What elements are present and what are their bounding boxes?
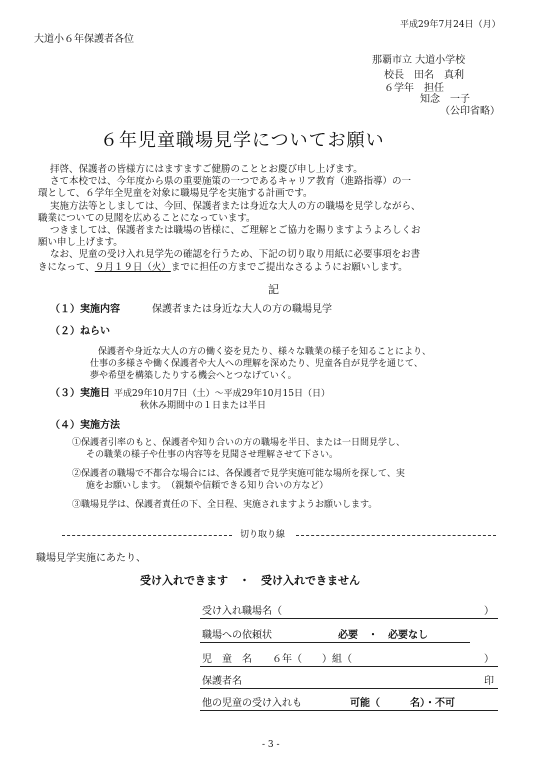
form-bracket-end: ） bbox=[484, 606, 494, 617]
item-4-line: その職業の様子や仕事の内容等を見聞させ理解させて下さい。 bbox=[86, 450, 339, 460]
body-text: までに担任の方までご提出なさるようにお願いします。 bbox=[170, 261, 408, 273]
item-1-label: （１）実施内容 bbox=[50, 304, 120, 315]
body-line: 拝啓、保護者の皆様方にはますますご健勝のこととお慶び申し上げます。 bbox=[50, 164, 363, 175]
body-paragraph-1 bbox=[38, 164, 516, 274]
body-line: つきましては、保護者または職場の皆様に、ご理解とご協力を賜りますようよろしくお bbox=[50, 225, 421, 237]
item-3-line: 平成29年10月7日（土）～平成29年10月15日（日） bbox=[114, 389, 330, 399]
item-4-line: ①保護者引率のもと、保護者や知り合いの方の職場を半日、または一日間見学し、 bbox=[72, 438, 406, 448]
deadline-date: ９月１９日（火） bbox=[94, 261, 171, 273]
form-row-guardian-name[interactable] bbox=[200, 670, 498, 689]
item-2-label: （２）ねらい bbox=[50, 326, 110, 337]
form-label: 受け入れ職場名（ bbox=[202, 606, 282, 617]
acceptance-choice[interactable]: 受け入れできます ・ 受け入れできません bbox=[140, 574, 360, 587]
body-line: 実施方法等としましては、今回、保護者または身近な大人の方の職場を見学しながら、 bbox=[50, 200, 421, 212]
form-options[interactable]: 可能（ 名）・不可 bbox=[350, 698, 455, 709]
body-line: なお、児童の受け入れ見学先の確認を行うため、下記の切り取り用紙に必要事項をお書 bbox=[50, 249, 421, 261]
item-4-line: ②保護者の職場で不都合な場合には、各保護者で見学実施可能な場所を探して、実 bbox=[72, 469, 405, 479]
ki-heading: 記 bbox=[268, 283, 279, 296]
page-number: - 3 - bbox=[262, 740, 280, 750]
cut-line-left bbox=[62, 535, 232, 536]
item-4-line: 施をお願いします。 （親類や信頼できる知り合いの方など） bbox=[86, 481, 329, 491]
item-4-label: （４）実施方法 bbox=[50, 420, 120, 431]
body-line: 願い申し上げます。 bbox=[38, 237, 123, 249]
item-2-line: 仕事の多様さや働く保護者や大人への理解を深めたり、児童各自が見学を通じて、 bbox=[90, 359, 423, 369]
body-line: さて本校では、今年度から県の重要施策の一つであるキャリア教育（進路指導）の一 bbox=[50, 176, 412, 188]
seal-mark: 印 bbox=[484, 676, 494, 687]
form-label: 児 童 名 ６年（ ）組（ bbox=[202, 654, 352, 665]
item-1-value: 保護者または身近な大人の方の職場見学 bbox=[152, 304, 332, 315]
item-2-line: 保護者や身近な大人の方の働く姿を見たり、様々な職業の様子を知ることにより、 bbox=[98, 347, 432, 357]
form-bracket-end: ） bbox=[484, 654, 494, 665]
body-line bbox=[38, 262, 516, 274]
item-3-line: 秋休み期間中の１日または半日 bbox=[140, 401, 267, 411]
cut-line-right bbox=[296, 535, 496, 536]
item-2-line: 夢や希望を構築したりする機会へとつなげていく。 bbox=[90, 371, 297, 381]
document-date: 平成29年7月24日（月） bbox=[400, 20, 501, 30]
cut-line-label: 切り取り線 bbox=[240, 530, 286, 540]
body-line: 職業についての見聞を広めることになっています。 bbox=[38, 212, 256, 224]
item-4-line: ③職場見学は、保護者責任の下、全日程、実施されますようお願いします。 bbox=[72, 500, 378, 510]
document-title: ６年児童職場見学についてお願い bbox=[100, 130, 385, 151]
form-label: 職場への依頼状 bbox=[202, 630, 272, 641]
teacher-name: 知念 一子 bbox=[420, 94, 470, 105]
principal-name: 校長 田名 真利 bbox=[384, 70, 464, 81]
body-text: きになって、 bbox=[38, 261, 95, 273]
item-3-label: （３）実施日 bbox=[50, 388, 110, 399]
form-row-child-name[interactable] bbox=[200, 648, 498, 667]
form-row-workplace[interactable] bbox=[200, 600, 498, 619]
form-options[interactable]: 必要 ・ 必要なし bbox=[338, 630, 428, 641]
form-label: 他の児童の受け入れも bbox=[202, 698, 302, 709]
addressee: 大道小６年保護者各位 bbox=[34, 34, 134, 45]
seal-note: （公印省略） bbox=[440, 106, 500, 117]
cutoff-intro: 職場見学実施にあたり、 bbox=[36, 553, 146, 564]
teacher-label: ６学年 担任 bbox=[384, 83, 444, 94]
form-row-request-letter[interactable] bbox=[200, 624, 470, 643]
body-line: 環として、６学年全児童を対象に職場見学を実施する計画です。 bbox=[38, 188, 313, 200]
form-row-other-children[interactable] bbox=[200, 692, 498, 711]
school-name: 那覇市立 大道小学校 bbox=[372, 55, 466, 66]
form-label: 保護者名 bbox=[202, 676, 242, 687]
